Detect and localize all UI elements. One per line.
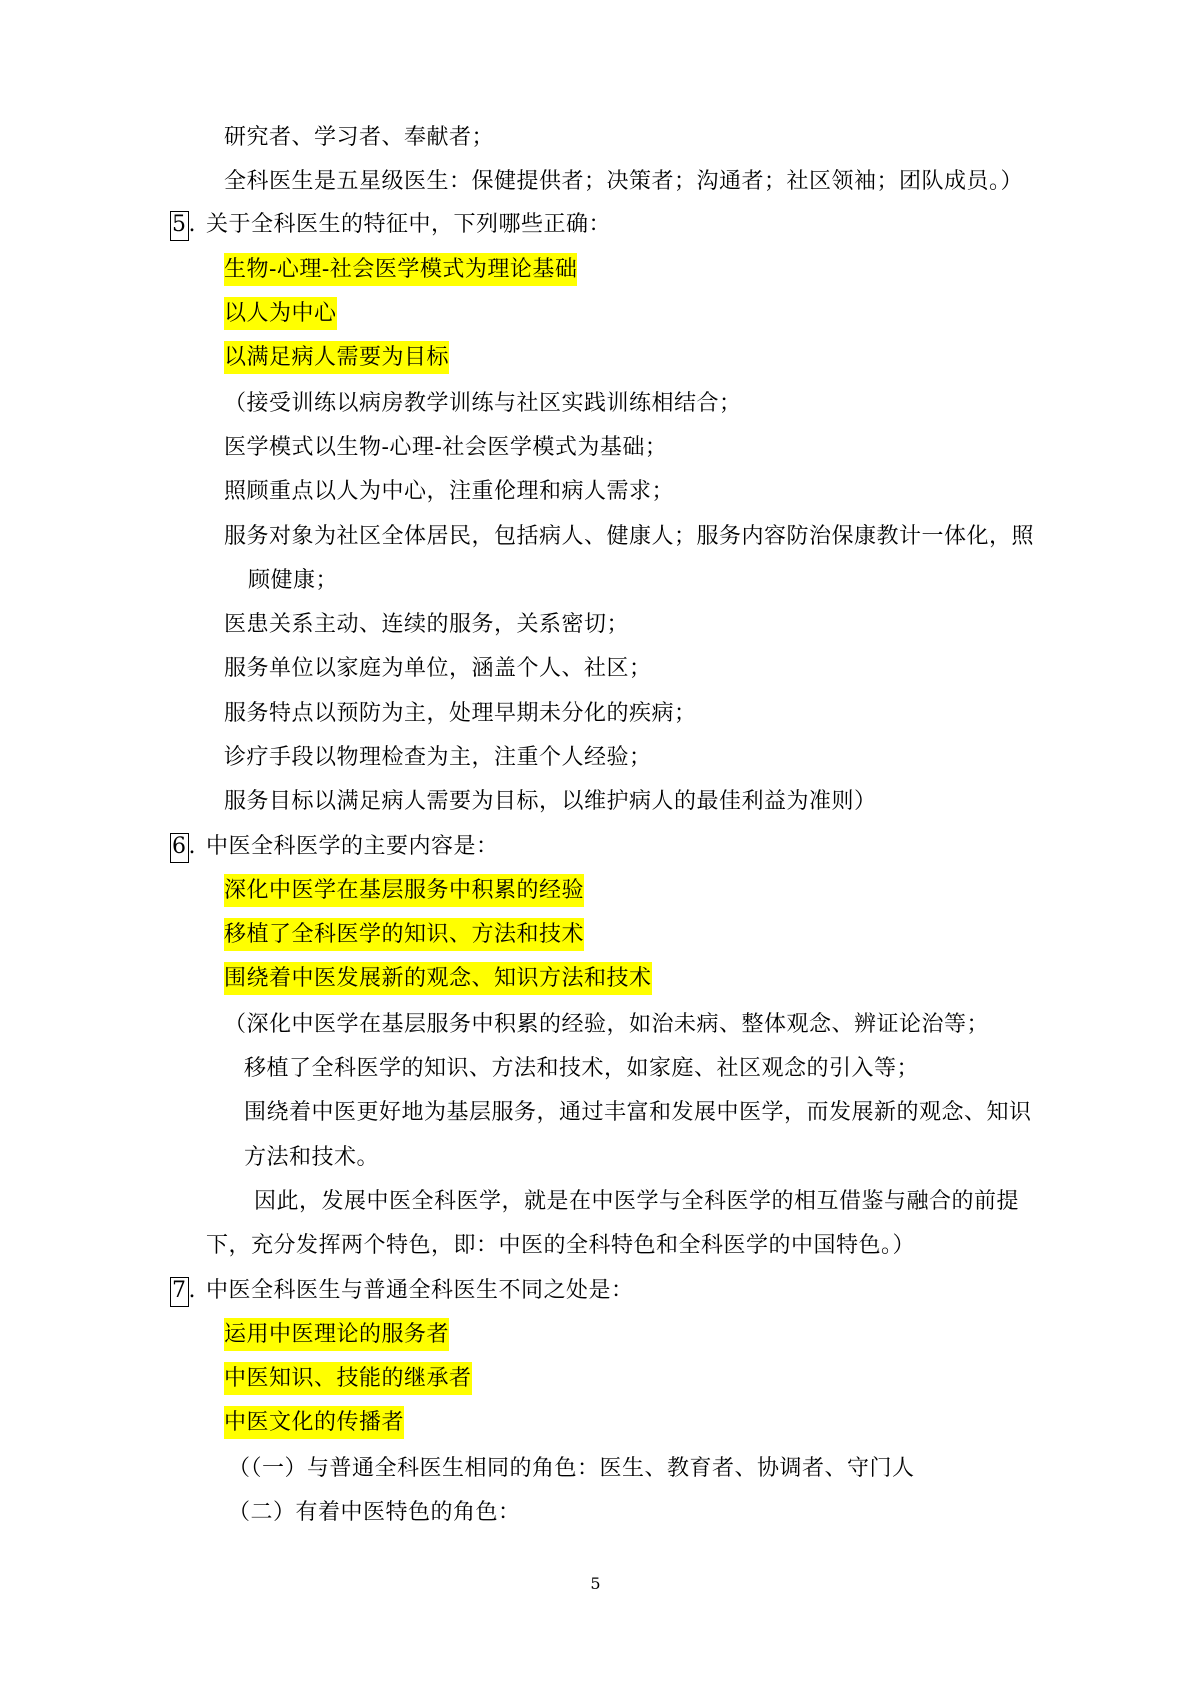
question-5 [170, 210, 611, 240]
highlighted-answer: 以满足病人需要为目标 [224, 341, 449, 374]
highlighted-answer: 深化中医学在基层服务中积累的经验 [224, 874, 584, 907]
answer-line [224, 1408, 404, 1438]
question-text: 中医全科医生与普通全科医生不同之处是： [206, 1278, 634, 1303]
explanation-line: 因此，发展中医全科医学，就是在中医学与全科医学的相互借鉴与融合的前提 [254, 1189, 1020, 1214]
answer-line [224, 343, 449, 373]
answer-line [224, 1320, 449, 1350]
explanation-line: 照顾重点以人为中心，注重伦理和病人需求； [224, 479, 675, 504]
answer-line [224, 299, 337, 329]
question-number-dot: . [188, 212, 196, 237]
explanation-line: 服务单位以家庭为单位，涵盖个人、社区； [224, 656, 652, 681]
question-6 [170, 832, 499, 862]
explanation-line: 下，充分发挥两个特色，即：中医的全科特色和全科医学的中国特色。） [206, 1233, 916, 1258]
explanation-line: 服务特点以预防为主，处理早期未分化的疾病； [224, 701, 697, 726]
explanation-line: 医学模式以生物-心理-社会医学模式为基础； [224, 435, 668, 460]
answer-line [224, 964, 652, 994]
explanation-line: （深化中医学在基层服务中积累的经验，如治未病、整体观念、辨证论治等； [224, 1012, 990, 1037]
explanation-line: 移植了全科医学的知识、方法和技术，如家庭、社区观念的引入等； [244, 1056, 920, 1081]
question-number-box: 6 [170, 833, 189, 863]
question-number-box: 7 [170, 1277, 189, 1307]
highlighted-answer: 生物-心理-社会医学模式为理论基础 [224, 253, 577, 286]
answer-line [224, 1364, 472, 1394]
text-line: 研究者、学习者、奉献者； [224, 125, 495, 150]
explanation-line: 围绕着中医更好地为基层服务，通过丰富和发展中医学，而发展新的观念、知识 [244, 1100, 1032, 1125]
answer-line [224, 255, 577, 285]
explanation-line: 顾健康； [248, 568, 339, 593]
explanation-line: （接受训练以病房教学训练与社区实践训练相结合； [224, 391, 742, 416]
answer-line [224, 876, 584, 906]
page-number: 5 [590, 1574, 601, 1593]
highlighted-answer: 围绕着中医发展新的观念、知识方法和技术 [224, 962, 652, 995]
explanation-line: （二）有着中医特色的角色： [228, 1500, 521, 1525]
highlighted-answer: 以人为中心 [224, 297, 337, 330]
explanation-line: 服务目标以满足病人需要为目标，以维护病人的最佳利益为准则） [224, 789, 877, 814]
highlighted-answer: 运用中医理论的服务者 [224, 1318, 449, 1351]
explanation-line: 医患关系主动、连续的服务，关系密切； [224, 612, 630, 637]
highlighted-answer: 中医知识、技能的继承者 [224, 1362, 472, 1395]
question-text: 关于全科医生的特征中，下列哪些正确： [206, 212, 612, 237]
question-number-dot: . [188, 834, 196, 859]
question-number-box: 5 [170, 211, 189, 241]
explanation-line: 诊疗手段以物理检查为主，注重个人经验； [224, 745, 652, 770]
highlighted-answer: 移植了全科医学的知识、方法和技术 [224, 918, 584, 951]
question-7 [170, 1276, 634, 1306]
text-line: 全科医生是五星级医生：保健提供者；决策者；沟通者；社区领袖；团队成员。） [224, 169, 1024, 194]
explanation-line: （（一）与普通全科医生相同的角色：医生、教育者、协调者、守门人 [228, 1456, 915, 1481]
answer-line [224, 920, 584, 950]
question-text: 中医全科医学的主要内容是： [206, 834, 499, 859]
highlighted-answer: 中医文化的传播者 [224, 1406, 404, 1439]
question-number-dot: . [188, 1278, 196, 1303]
explanation-line: 方法和技术。 [244, 1145, 380, 1170]
explanation-line: 服务对象为社区全体居民，包括病人、健康人；服务内容防治保康教计一体化，照 [224, 524, 1035, 549]
